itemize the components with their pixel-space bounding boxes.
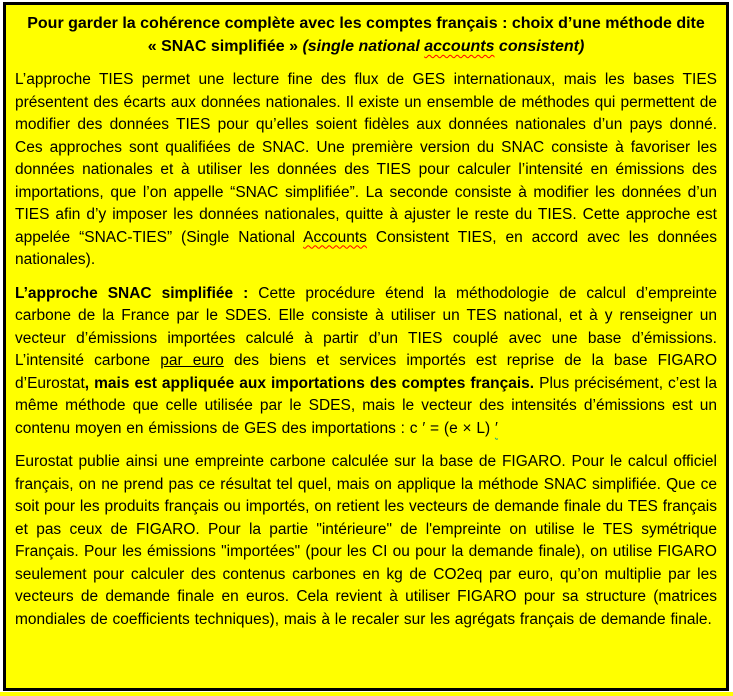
yellow-highlight-strip [0,692,733,696]
box-title [21,12,711,58]
paragraph1-text: L’approche TIES permet une lecture fine des flux de GES internationaux, mais les bases TIES présentent des écarts aux données nationales. Il existe un ensemble de méthodes qui permettent de modifier des données TIES pour qu’elles soient fidèles aux données nationales d’un pays donné. Ces approches sont qualifiées de SNAC. Une première version du SNAC consiste à favoriser les données nationales et à utiliser les données des TIES pour calculer l’intensité en émissions des importations, que l’on appelle “SNAC simplifiée”. La seconde consiste à modifier les données d’un TIES afin d’y imposer les données nationales, quitte à ajuster le reste du TIES. Cette approche est appelée “SNAC-TIES” (Single National [15,71,717,246]
paragraph3-text: Eurostat publie ainsi une empreinte carbone calculée sur la base de FIGARO. Pour le calcul officiel français, on ne prend pas ce résultat tel quel, mais on applique la méthode SNAC simplifiée. Que ce soit pour les produits français ou importés, on retient les vecteurs de demande finale du TES français et pas ceux de FIGARO. Pour la partie "intérieure" de l'empreinte on utilise le TES symétrique Français. Pour les émissions "importées" (pour les CI ou pour la demande finale), on utilise FIGARO seulement pour calculer des contenus carbones en kg de CO2eq par euro, qu’on multiplie par les vecteurs de demande finale en euros. Cela revient à utiliser FIGARO pour sa structure (matrices mondiales de coefficients techniques), mais à le recaler sur les agrégats français de demande finale. [15,453,717,628]
paragraph2-text-c: Plus précisément, c’est la même méthode que celle utilisée par le SDES, mais le vecteur des intensités d’émissions est un contenu moyen en émissions de GES des importations : c ′ = (e × L) [15,374,717,437]
paragraph1-text-end: Consistent TIES, en accord avec les données nationales). [15,228,717,268]
paragraph-eurostat-figaro [15,451,717,631]
paragraph2-grammar-marked-prime: ′ [494,419,498,437]
paragraph-ties-overview [15,69,717,272]
paragraph-snac-simplifiee [15,283,717,441]
title-main-text: Pour garder la cohérence complète avec les comptes français : choix d’une méthode dite « SNAC simplifiée » [27,15,705,55]
paragraph2-underlined-phrase: par euro [160,352,224,369]
paragraph2-bold-lead: L’approche SNAC simplifiée : [15,284,249,302]
title-misspelled-word: accounts [424,38,495,55]
snac-method-textbox [3,2,729,691]
paragraph2-text-a: Cette procédure étend la méthodologie de calcul d’empreinte carbone de la France par le SDES. Elle consiste à utiliser un TES national, et à y renseigner un vecteur d’émissions importées calculé à partir d’un TIES couplé avec une base d’émissions. L’intensité carbone [15,284,717,369]
title-italic-text: (single national [302,38,425,55]
paragraph2-text-b: des biens et services importés est reprise de la base FIGARO d’Eurostat [15,352,717,392]
paragraph1-misspelled-word: Accounts [303,228,367,246]
paragraph2-bold-emphasis: , mais est appliquée aux importations des comptes français. [84,374,535,392]
title-italic-text-end: consistent) [494,38,585,55]
